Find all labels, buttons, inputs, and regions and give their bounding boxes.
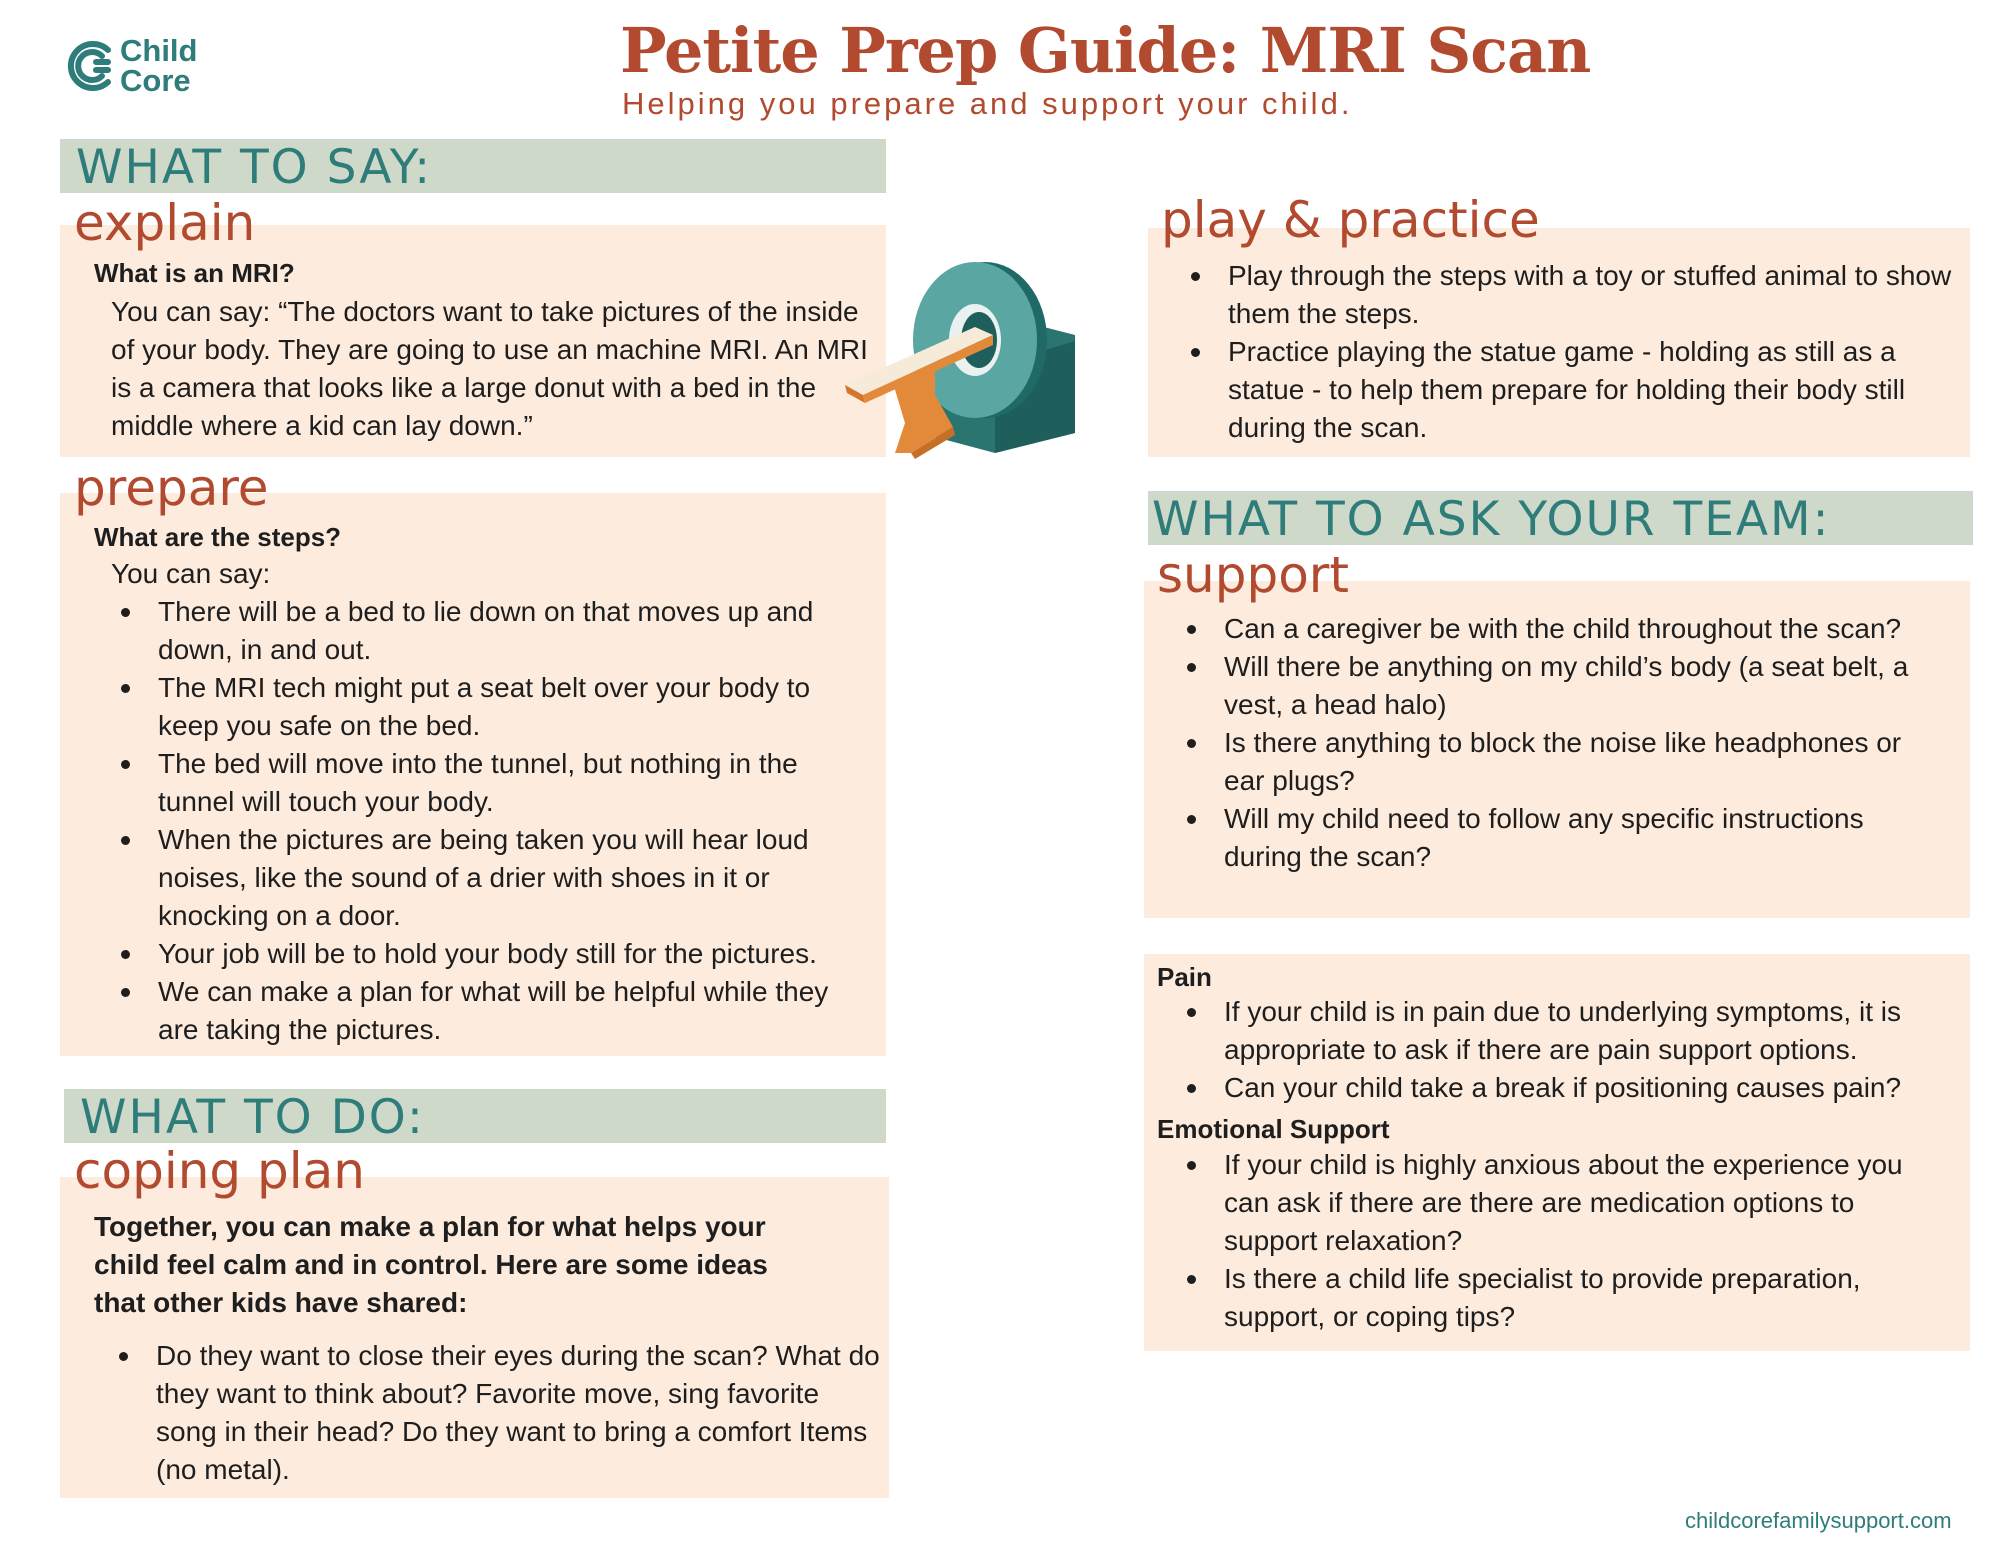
list-item: Your job will be to hold your body still for the pictures.: [112, 935, 852, 973]
mri-machine-icon: [835, 245, 1085, 470]
what-to-say-heading: WHAT TO SAY:: [76, 140, 433, 195]
coping-plan-intro: Together, you can make a plan for what helps your child feel calm and in control. Here are some ideas that other kids have shared:: [94, 1211, 768, 1318]
list-item: Play through the steps with a toy or stuffed animal to show them the steps.: [1182, 257, 1952, 333]
what-to-ask-heading: WHAT TO ASK YOUR TEAM:: [1152, 492, 1831, 547]
emotional-support-label: Emotional Support: [1157, 1114, 1390, 1144]
explain-question: What is an MRI?: [94, 258, 295, 288]
page-subtitle: Helping you prepare and support your child.: [622, 86, 1353, 121]
list-item: There will be a bed to lie down on that moves up and down, in and out.: [112, 593, 852, 669]
pain-list: [1178, 993, 1948, 1107]
list-item: Can your child take a break if positioning causes pain?: [1178, 1069, 1948, 1107]
list-item: The bed will move into the tunnel, but nothing in the tunnel will touch your body.: [112, 745, 852, 821]
support-title: support: [1157, 546, 1349, 604]
child-core-logo-icon: [62, 38, 118, 94]
list-item: Can a caregiver be with the child throughout the scan?: [1178, 610, 1948, 648]
play-practice-title: play & practice: [1161, 191, 1540, 249]
footer-website-link[interactable]: childcorefamilysupport.com: [1685, 1508, 1952, 1533]
pain-label: Pain: [1157, 962, 1212, 992]
logo-text: [120, 33, 198, 98]
page-title: Petite Prep Guide: MRI Scan: [620, 14, 1591, 87]
prepare-question: What are the steps?: [94, 522, 342, 552]
coping-plan-title: coping plan: [74, 1142, 365, 1200]
list-item: Is there a child life specialist to provide preparation, support, or coping tips?: [1178, 1260, 1948, 1336]
what-to-do-heading: WHAT TO DO:: [80, 1090, 425, 1145]
support-list: [1178, 610, 1948, 876]
list-item: Will my child need to follow any specific instructions during the scan?: [1178, 800, 1948, 876]
list-item: If your child is in pain due to underlying symptoms, it is appropriate to ask if there are pain support options.: [1178, 993, 1948, 1069]
emotional-support-list: [1178, 1146, 1948, 1336]
list-item: Practice playing the statue game - holding as still as a statue - to help them prepare for holding their body still during the scan.: [1182, 333, 1952, 447]
list-item: We can make a plan for what will be helpful while they are taking the pictures.: [112, 973, 852, 1049]
list-item: If your child is highly anxious about the experience you can ask if there are there are medication options to support relaxation?: [1178, 1146, 1948, 1260]
play-practice-list: [1182, 257, 1952, 447]
list-item: Will there be anything on my child’s body (a seat belt, a vest, a head halo): [1178, 648, 1948, 724]
prepare-title: prepare: [74, 459, 269, 517]
prepare-intro: You can say:: [111, 558, 271, 589]
coping-plan-list: [110, 1337, 885, 1489]
explain-text: You can say: “The doctors want to take pictures of the inside of your body. They are going to use an machine MRI. An MRI is a camera that looks like a large donut with a bed in the middle where a kid can lay down.”: [111, 296, 868, 441]
explain-title: explain: [74, 194, 256, 252]
list-item: The MRI tech might put a seat belt over your body to keep you safe on the bed.: [112, 669, 852, 745]
prepare-list: [112, 593, 852, 1049]
list-item: Is there anything to block the noise like headphones or ear plugs?: [1178, 724, 1948, 800]
logo-line-1: Child: [120, 33, 198, 68]
logo-line-2: Core: [120, 63, 191, 98]
list-item: When the pictures are being taken you will hear loud noises, like the sound of a drier with shoes in it or knocking on a door.: [112, 821, 852, 935]
list-item: Do they want to close their eyes during the scan? What do they want to think about? Favorite move, sing favorite song in their head? Do they want to bring a comfort Items (no metal).: [110, 1337, 885, 1489]
